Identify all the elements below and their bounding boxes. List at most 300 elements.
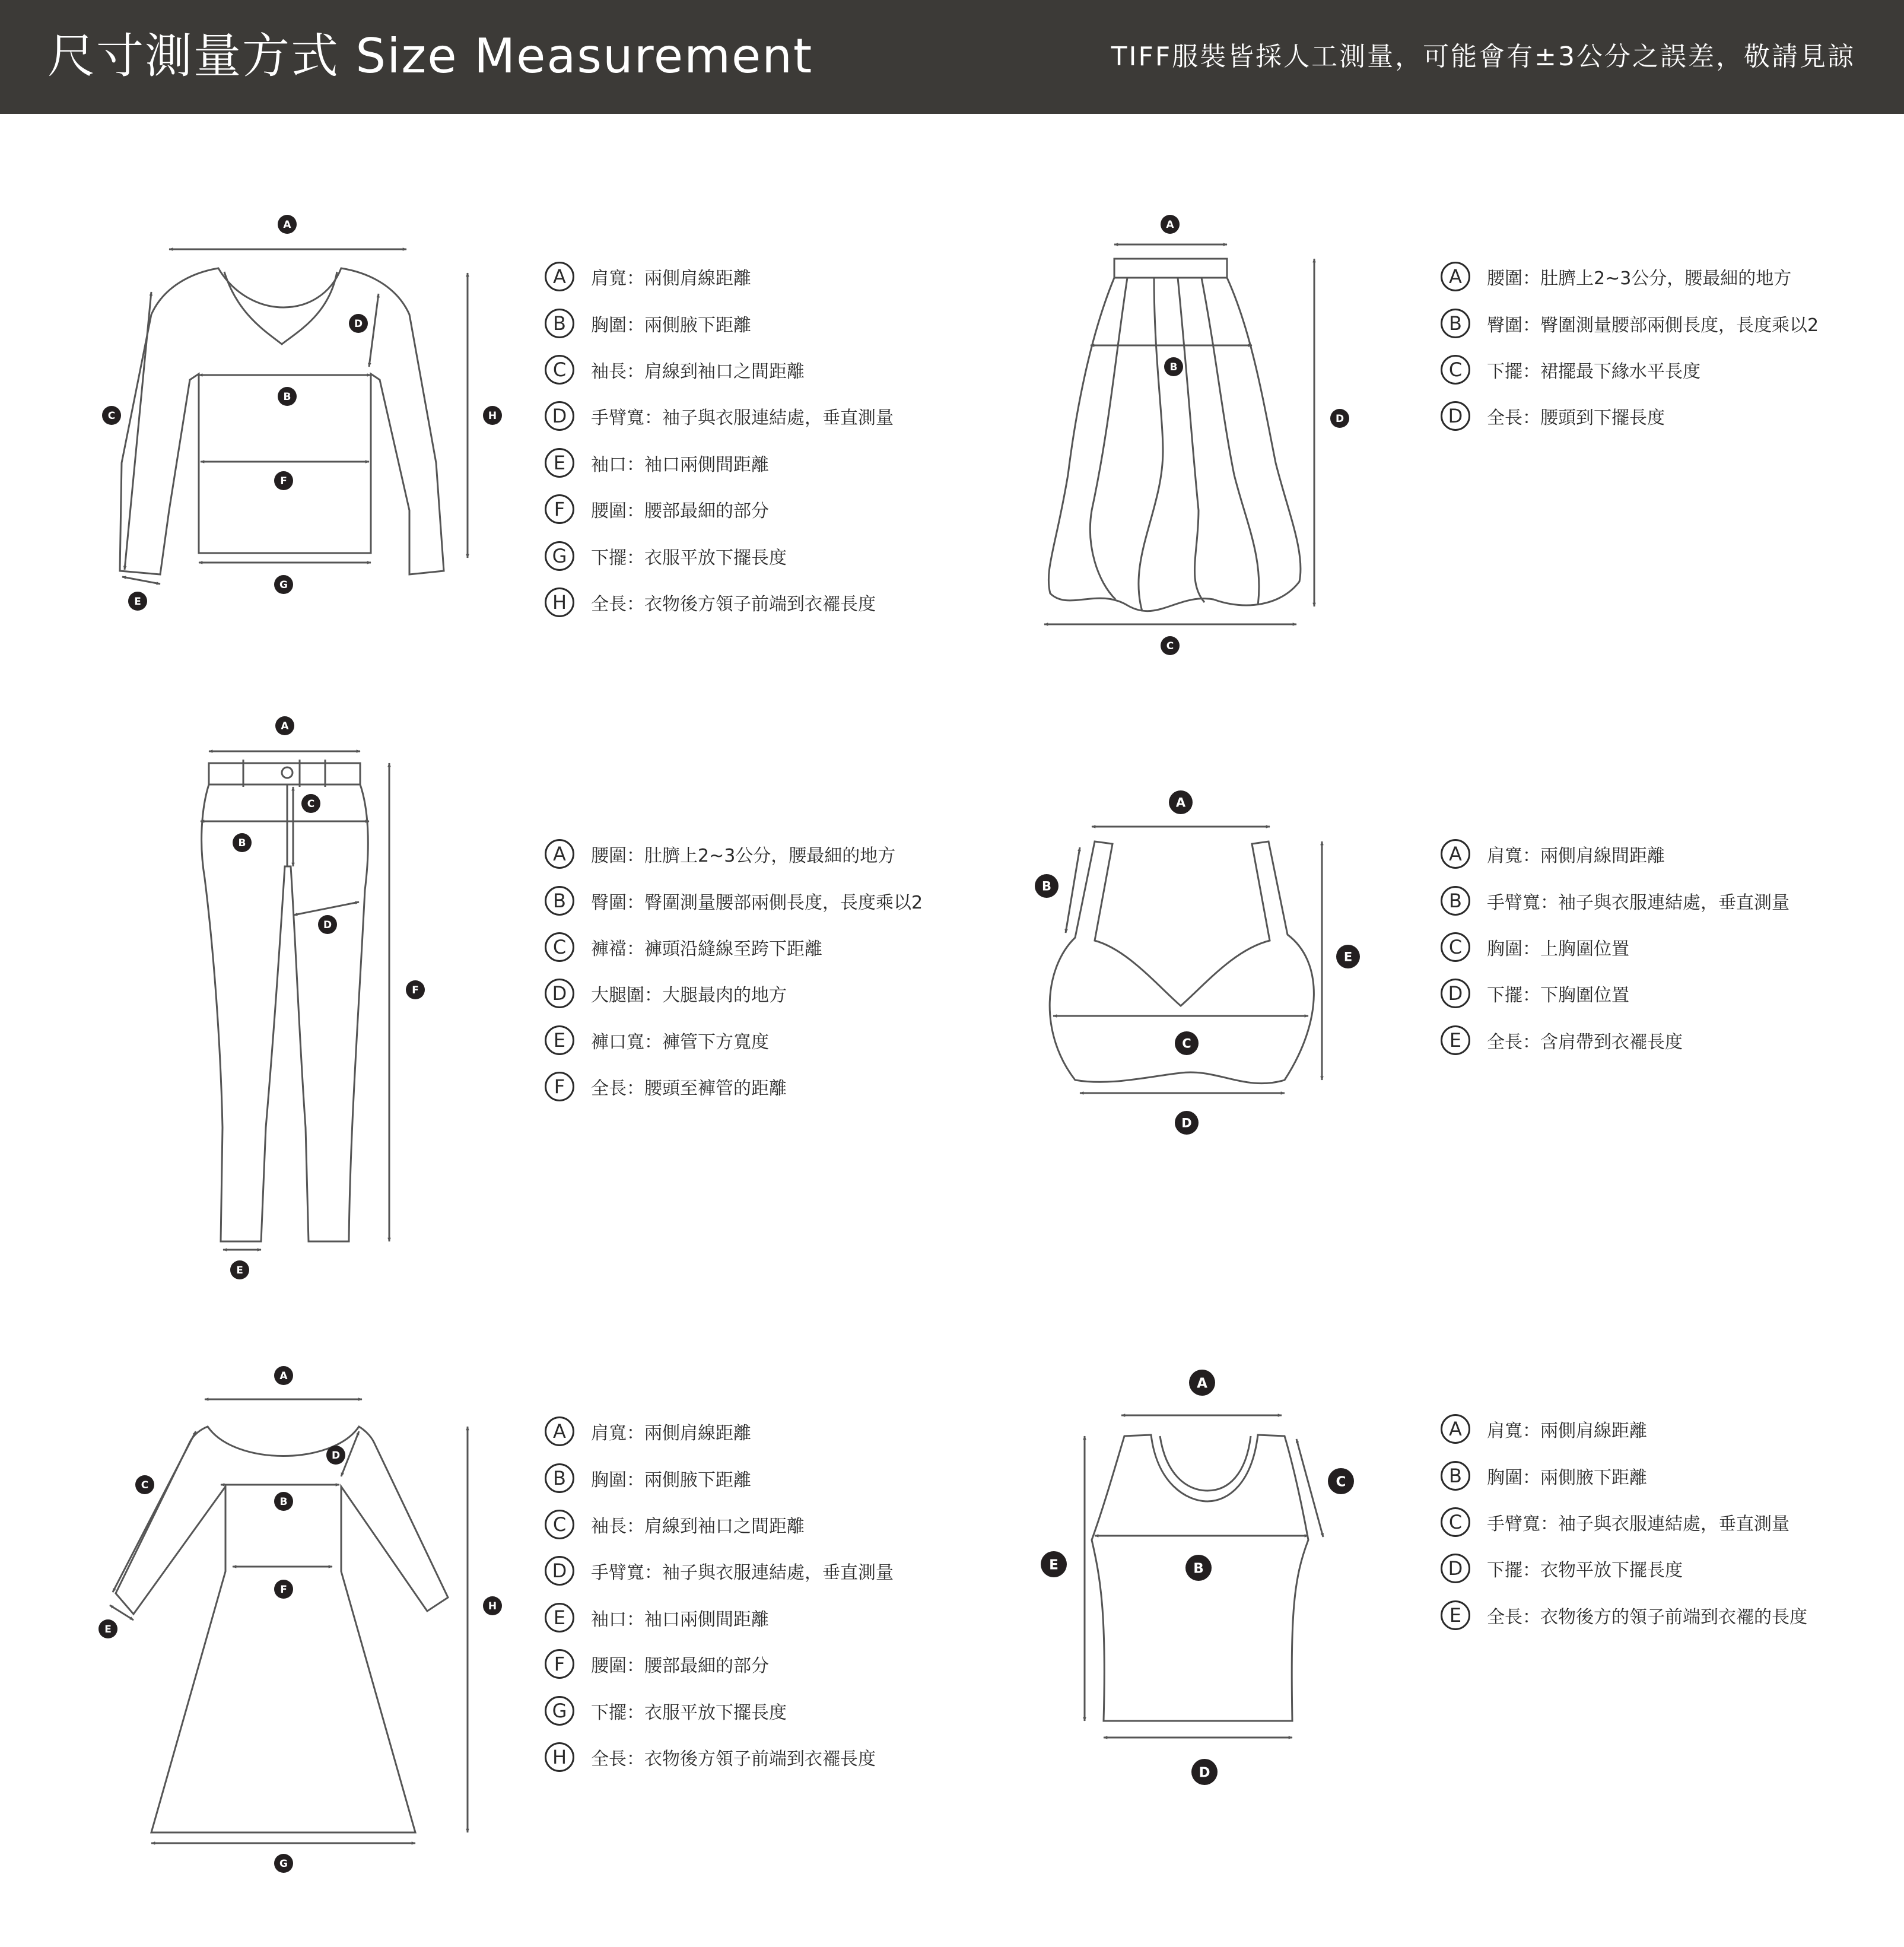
marker-letter: E xyxy=(134,596,141,608)
legend-text xyxy=(1487,403,1665,429)
dress-label-marker xyxy=(274,1854,293,1873)
legend-text xyxy=(591,496,769,522)
marker-letter: D xyxy=(1199,1765,1210,1781)
pants-label-marker xyxy=(318,915,337,934)
legend-item xyxy=(1441,1499,1807,1545)
tank-label-marker xyxy=(1185,1555,1212,1581)
legend-letter-badge: B xyxy=(1441,309,1470,338)
legend-measure-name: 全長 xyxy=(1487,408,1522,429)
dress-outline xyxy=(116,1427,448,1832)
legend-measure-name: 胸圍 xyxy=(1487,938,1522,960)
legend-letter-badge: H xyxy=(545,1742,574,1772)
tank-legend xyxy=(1441,1406,1807,1638)
legend-separator: ： xyxy=(1522,985,1540,1006)
pants-label-marker xyxy=(233,833,252,852)
marker-letter: C xyxy=(1182,1036,1191,1051)
legend-measure-name: 肩寬 xyxy=(591,268,627,290)
legend-item xyxy=(545,1641,894,1687)
marker-letter: C xyxy=(141,1479,149,1492)
legend-text xyxy=(1487,263,1791,290)
legend-measure-name: 下擺 xyxy=(591,547,627,568)
legend-letter-badge: F xyxy=(545,494,574,524)
legend-measure-name: 全長 xyxy=(591,1078,627,1100)
legend-measure-description: 袖子與衣服連結處，垂直測量 xyxy=(1558,892,1789,913)
legend-letter-badge: C xyxy=(545,355,574,385)
legend-letter-badge: D xyxy=(1441,401,1470,431)
legend-letter-badge: E xyxy=(1441,1025,1470,1055)
legend-text xyxy=(591,1465,751,1491)
marker-letter: A xyxy=(281,720,289,733)
legend-text xyxy=(591,589,876,615)
legend-separator: ： xyxy=(627,1516,644,1537)
pants-label-marker xyxy=(230,1260,249,1279)
legend-item xyxy=(1441,300,1819,346)
legend-measure-description: 兩側肩線距離 xyxy=(644,268,751,290)
top-label-marker xyxy=(278,387,297,406)
legend-measure-name: 肩寬 xyxy=(1487,846,1522,867)
legend-text xyxy=(591,543,787,569)
skirt-waistband xyxy=(1114,259,1227,278)
legend-text xyxy=(591,841,895,867)
legend-measure-description: 上胸圍位置 xyxy=(1540,938,1629,960)
legend-text xyxy=(591,980,787,1006)
legend-separator: ： xyxy=(1522,268,1540,290)
legend-letter-badge: D xyxy=(1441,1554,1470,1583)
legend-measure-name: 下擺 xyxy=(1487,985,1522,1006)
legend-letter-badge: D xyxy=(545,401,574,431)
legend-measure-name: 腰圍 xyxy=(1487,268,1522,290)
legend-measure-name: 袖長 xyxy=(591,1516,627,1537)
legend-item xyxy=(545,253,894,300)
legend-measure-description: 袖口兩側間距離 xyxy=(644,1609,769,1630)
marker-letter: D xyxy=(354,318,363,331)
legend-letter-badge: A xyxy=(545,262,574,291)
legend-letter-badge: E xyxy=(545,1603,574,1632)
legend-separator: ： xyxy=(1522,408,1540,429)
marker-letter: D xyxy=(1181,1116,1192,1130)
legend-measure-description: 衣物後方領子前端到衣襬長度 xyxy=(644,593,876,615)
pants-label-marker xyxy=(301,794,320,813)
legend-item xyxy=(545,347,894,393)
legend-text xyxy=(1487,888,1789,914)
legend-measure-description: 臀圍測量腰部兩側長度，長度乘以2 xyxy=(1540,315,1819,336)
legend-measure-name: 全長 xyxy=(591,1748,627,1770)
legend-separator: ： xyxy=(627,268,644,290)
legend-text xyxy=(591,1698,787,1724)
legend-measure-name: 腰圍 xyxy=(591,846,627,867)
legend-separator: ： xyxy=(1522,938,1540,960)
legend-separator: ： xyxy=(627,1423,644,1444)
legend-measure-description: 兩側肩線距離 xyxy=(644,1423,751,1444)
legend-measure-name: 胸圍 xyxy=(591,1469,627,1491)
tank-arrow-c xyxy=(1296,1439,1323,1537)
legend-text xyxy=(591,1418,751,1444)
legend-item xyxy=(545,1687,894,1733)
tank-label-marker xyxy=(1189,1370,1215,1396)
legend-item xyxy=(1441,253,1819,300)
legend-text xyxy=(591,1073,787,1100)
legend-text xyxy=(591,310,751,336)
legend-measure-name: 大腿圍 xyxy=(591,985,644,1006)
legend-text xyxy=(1487,357,1700,383)
top-arrow-d xyxy=(369,294,379,367)
legend-text xyxy=(591,357,805,383)
marker-letter: F xyxy=(280,475,287,488)
legend-letter-badge: F xyxy=(545,1649,574,1679)
legend-item xyxy=(545,1017,923,1063)
legend-letter-badge: G xyxy=(545,541,574,571)
legend-letter-badge: B xyxy=(545,309,574,338)
marker-letter: F xyxy=(412,984,419,997)
legend-letter-badge: C xyxy=(545,932,574,962)
marker-letter: G xyxy=(279,579,288,592)
legend-measure-name: 下擺 xyxy=(1487,361,1522,382)
legend-separator: ： xyxy=(627,892,644,913)
legend-item xyxy=(1441,1592,1807,1638)
legend-letter-badge: E xyxy=(545,448,574,478)
legend-letter-badge: B xyxy=(545,1463,574,1493)
legend-measure-description: 袖口兩側間距離 xyxy=(644,454,769,475)
legend-measure-description: 肚臍上2~3公分，腰最細的地方 xyxy=(644,846,896,867)
legend-text xyxy=(1487,1602,1807,1628)
marker-letter: A xyxy=(279,1370,288,1383)
skirt-label-marker xyxy=(1164,357,1183,376)
legend-measure-name: 肩寬 xyxy=(1487,1421,1522,1442)
legend-measure-description: 兩側腋下距離 xyxy=(1540,1467,1647,1488)
legend-item xyxy=(545,1548,894,1594)
legend-text xyxy=(591,888,923,914)
marker-letter: E xyxy=(104,1624,112,1636)
legend-text xyxy=(591,263,751,290)
legend-text xyxy=(1487,1509,1789,1535)
legend-letter-badge: C xyxy=(1441,932,1470,962)
dress-label-marker xyxy=(483,1596,502,1615)
legend-letter-badge: D xyxy=(545,1556,574,1586)
marker-letter: D xyxy=(323,919,332,932)
marker-letter: C xyxy=(1166,640,1174,653)
legend-measure-description: 含肩帶到衣襬長度 xyxy=(1540,1031,1683,1053)
marker-letter: A xyxy=(283,219,291,231)
legend-measure-name: 腰圍 xyxy=(591,501,627,522)
legend-separator: ： xyxy=(627,501,644,522)
skirt-outline xyxy=(1048,278,1301,611)
marker-letter: B xyxy=(1041,879,1052,894)
marker-letter: B xyxy=(1193,1561,1204,1577)
dress-arrow-e xyxy=(110,1605,133,1620)
legend-letter-badge: B xyxy=(1441,886,1470,916)
legend-text xyxy=(591,1605,769,1631)
legend-separator: ： xyxy=(627,1656,644,1677)
pants-legend xyxy=(545,831,923,1110)
legend-item xyxy=(545,1454,894,1501)
legend-measure-description: 袖子與衣服連結處，垂直測量 xyxy=(662,1562,894,1584)
dress-label-marker xyxy=(135,1475,154,1494)
legend-separator: ： xyxy=(1522,1031,1540,1053)
legend-separator: ： xyxy=(627,1748,644,1770)
legend-measure-description: 衣服平放下擺長度 xyxy=(644,547,787,568)
legend-letter-badge: D xyxy=(545,979,574,1008)
legend-measure-description: 腰部最細的部分 xyxy=(644,501,769,522)
legend-letter-badge: A xyxy=(1441,262,1470,291)
legend-measure-name: 胸圍 xyxy=(1487,1467,1522,1488)
marker-letter: C xyxy=(1336,1474,1346,1490)
legend-separator: ： xyxy=(1522,1560,1540,1581)
legend-measure-description: 肩線到袖口之間距離 xyxy=(644,1516,805,1537)
legend-item xyxy=(1441,1017,1789,1063)
legend-letter-badge: D xyxy=(1441,979,1470,1008)
legend-letter-badge: E xyxy=(1441,1600,1470,1630)
legend-measure-description: 臀圍測量腰部兩側長度，長度乘以2 xyxy=(644,892,923,913)
legend-letter-badge: B xyxy=(1441,1461,1470,1491)
legend-measure-name: 袖口 xyxy=(591,454,627,475)
legend-separator: ： xyxy=(627,1469,644,1491)
marker-letter: E xyxy=(1049,1557,1059,1573)
legend-item xyxy=(545,1734,894,1780)
legend-item xyxy=(545,300,894,346)
legend-measure-description: 褲頭沿縫線至跨下距離 xyxy=(644,938,822,960)
page-title: 尺寸測量方式 Size Measurement xyxy=(47,28,813,84)
camisole-label-marker xyxy=(1175,1111,1199,1135)
legend-measure-name: 下擺 xyxy=(591,1702,627,1723)
legend-measure-name: 臀圍 xyxy=(591,892,627,913)
marker-letter: E xyxy=(1343,949,1353,964)
legend-measure-name: 全長 xyxy=(591,593,627,615)
legend-text xyxy=(591,1511,805,1538)
legend-text xyxy=(1487,934,1629,960)
legend-item xyxy=(1441,1452,1807,1498)
legend-text xyxy=(1487,980,1629,1006)
legend-measure-name: 褲襠 xyxy=(591,938,627,960)
marker-letter: D xyxy=(1335,413,1344,425)
legend-item xyxy=(1441,831,1789,877)
skirt-label-marker xyxy=(1161,215,1180,234)
marker-letter: H xyxy=(488,410,497,423)
legend-separator: ： xyxy=(1522,1467,1540,1488)
top-outline xyxy=(120,268,444,574)
legend-item xyxy=(545,877,923,923)
camisole-label-marker xyxy=(1169,790,1193,814)
legend-text xyxy=(591,1744,876,1770)
legend-measure-name: 手臂寬 xyxy=(1487,1513,1540,1535)
legend-measure-description: 褲管下方寬度 xyxy=(662,1031,769,1053)
legend-measure-description: 腰部最細的部分 xyxy=(644,1656,769,1677)
skirt-diagram xyxy=(1044,244,1314,624)
legend-text xyxy=(1487,1416,1647,1442)
legend-item xyxy=(545,1501,894,1548)
legend-separator: ： xyxy=(627,1609,644,1630)
dress-arrow-c xyxy=(113,1431,196,1592)
legend-measure-description: 腰頭至褲管的距離 xyxy=(644,1078,787,1100)
legend-letter-badge: C xyxy=(1441,1507,1470,1537)
legend-separator: ： xyxy=(644,985,662,1006)
legend-text xyxy=(591,934,822,960)
legend-measure-name: 袖口 xyxy=(591,1609,627,1630)
tank-neck-inner xyxy=(1160,1436,1251,1491)
legend-measure-description: 肩線到袖口之間距離 xyxy=(644,361,805,382)
legend-separator: ： xyxy=(1522,846,1540,867)
top-label-marker xyxy=(349,314,368,333)
legend-measure-description: 兩側腋下距離 xyxy=(644,1469,751,1491)
legend-separator: ： xyxy=(627,315,644,336)
legend-separator: ： xyxy=(644,1031,662,1053)
measurement-note: TIFF服裝皆採人工測量，可能會有±3公分之誤差，敬請見諒 xyxy=(1111,42,1855,72)
skirt-fold-4 xyxy=(1201,278,1259,605)
legend-letter-badge: A xyxy=(545,839,574,869)
legend-item xyxy=(1441,347,1819,393)
legend-item xyxy=(545,1595,894,1641)
legend-item xyxy=(545,1408,894,1454)
legend-item xyxy=(1441,970,1789,1017)
top-label-marker xyxy=(102,406,121,425)
marker-letter: A xyxy=(1197,1376,1207,1392)
skirt-legend xyxy=(1441,253,1819,440)
legend-separator: ： xyxy=(1522,1606,1540,1628)
legend-letter-badge: C xyxy=(1441,355,1470,385)
top-legend xyxy=(545,253,894,625)
legend-separator: ： xyxy=(1540,892,1558,913)
legend-separator: ： xyxy=(1540,1513,1558,1535)
legend-separator: ： xyxy=(644,1562,662,1584)
legend-measure-description: 肚臍上2~3公分，腰最細的地方 xyxy=(1540,268,1792,290)
legend-text xyxy=(1487,1555,1683,1581)
legend-separator: ： xyxy=(1522,361,1540,382)
legend-measure-description: 袖子與衣服連結處，垂直測量 xyxy=(662,408,894,429)
legend-item xyxy=(1441,1406,1807,1452)
legend-item xyxy=(545,924,923,970)
legend-text xyxy=(591,1558,894,1584)
camisole-label-marker xyxy=(1175,1031,1199,1055)
top-label-marker xyxy=(274,575,293,594)
top-label-marker xyxy=(274,471,293,490)
marker-letter: B xyxy=(283,391,291,404)
legend-letter-badge: F xyxy=(545,1072,574,1101)
legend-measure-name: 全長 xyxy=(1487,1031,1522,1053)
legend-measure-name: 腰圍 xyxy=(591,1656,627,1677)
camisole-legend xyxy=(1441,831,1789,1063)
tank-label-marker xyxy=(1328,1468,1354,1494)
marker-letter: G xyxy=(279,1858,288,1870)
legend-measure-name: 全長 xyxy=(1487,1606,1522,1628)
marker-letter: B xyxy=(1169,361,1178,374)
dress-label-marker xyxy=(274,1580,293,1599)
marker-letter: C xyxy=(107,410,116,423)
legend-measure-name: 褲口寬 xyxy=(591,1031,644,1053)
legend-item xyxy=(1441,877,1789,923)
dress-legend xyxy=(545,1408,894,1780)
legend-text xyxy=(1487,841,1665,867)
legend-letter-badge: A xyxy=(1441,839,1470,869)
legend-letter-badge: H xyxy=(545,587,574,617)
marker-letter: H xyxy=(488,1600,497,1613)
pants-arrow-d xyxy=(294,902,359,915)
legend-separator: ： xyxy=(627,361,644,382)
marker-letter: C xyxy=(307,798,315,811)
marker-letter: F xyxy=(280,1584,287,1596)
legend-measure-description: 衣服平放下擺長度 xyxy=(644,1702,787,1723)
legend-measure-description: 大腿最肉的地方 xyxy=(662,985,787,1006)
skirt-label-marker xyxy=(1330,409,1349,428)
top-label-marker xyxy=(278,215,297,234)
legend-item xyxy=(545,486,894,532)
legend-item xyxy=(545,440,894,486)
legend-item xyxy=(1441,924,1789,970)
legend-measure-description: 衣物後方領子前端到衣襬長度 xyxy=(644,1748,876,1770)
legend-measure-description: 兩側腋下距離 xyxy=(644,315,751,336)
legend-measure-description: 衣物後方的領子前端到衣襬的長度 xyxy=(1540,1606,1807,1628)
camisole-label-marker xyxy=(1035,874,1059,898)
dress-label-marker xyxy=(274,1492,293,1511)
legend-letter-badge: C xyxy=(545,1510,574,1539)
legend-item xyxy=(1441,393,1819,439)
dress-label-marker xyxy=(326,1446,345,1465)
legend-separator: ： xyxy=(627,547,644,568)
legend-letter-badge: B xyxy=(545,886,574,916)
legend-item xyxy=(545,532,894,579)
dress-label-marker xyxy=(98,1619,117,1638)
camisole-arrow-b xyxy=(1066,847,1080,933)
tank-label-marker xyxy=(1191,1759,1218,1785)
legend-separator: ： xyxy=(627,1702,644,1723)
legend-separator: ： xyxy=(627,846,644,867)
skirt-fold-3 xyxy=(1178,278,1204,602)
legend-letter-badge: E xyxy=(545,1025,574,1055)
legend-measure-name: 胸圍 xyxy=(591,315,627,336)
pants-outline xyxy=(202,784,368,1241)
legend-measure-name: 下擺 xyxy=(1487,1560,1522,1581)
legend-letter-badge: A xyxy=(545,1416,574,1446)
legend-item xyxy=(1441,1545,1807,1592)
legend-letter-badge: A xyxy=(1441,1414,1470,1444)
skirt-label-marker xyxy=(1161,636,1180,655)
skirt-fold-2 xyxy=(1139,278,1163,611)
legend-text xyxy=(591,1027,769,1053)
legend-item xyxy=(545,831,923,877)
camisole-label-marker xyxy=(1336,945,1360,968)
legend-measure-name: 肩寬 xyxy=(591,1423,627,1444)
pants-label-marker xyxy=(275,716,294,735)
marker-letter: D xyxy=(331,1450,341,1462)
legend-separator: ： xyxy=(627,1078,644,1100)
legend-text xyxy=(1487,1027,1683,1053)
dress-diagram xyxy=(110,1399,468,1843)
top-diagram xyxy=(120,249,468,584)
legend-measure-description: 兩側肩線間距離 xyxy=(1540,846,1665,867)
legend-measure-name: 手臂寬 xyxy=(591,1562,644,1584)
pants-diagram xyxy=(201,751,389,1250)
legend-separator: ： xyxy=(1522,1421,1540,1442)
top-label-marker xyxy=(483,406,502,425)
legend-item xyxy=(545,579,894,625)
marker-letter: A xyxy=(1175,795,1186,810)
legend-measure-name: 手臂寬 xyxy=(591,408,644,429)
legend-text xyxy=(591,403,894,429)
legend-measure-description: 腰頭到下擺長度 xyxy=(1540,408,1665,429)
legend-measure-description: 兩側肩線距離 xyxy=(1540,1421,1647,1442)
legend-item xyxy=(545,393,894,439)
pants-label-marker xyxy=(406,980,425,999)
legend-separator: ： xyxy=(627,593,644,615)
dress-label-marker xyxy=(274,1366,293,1385)
legend-text xyxy=(1487,1463,1647,1489)
pants-waistband xyxy=(209,763,360,784)
marker-letter: A xyxy=(1166,219,1174,231)
legend-text xyxy=(591,1651,769,1677)
legend-measure-description: 袖子與衣服連結處，垂直測量 xyxy=(1558,1513,1789,1535)
top-label-marker xyxy=(128,592,147,611)
legend-item xyxy=(545,970,923,1017)
legend-measure-name: 袖長 xyxy=(591,361,627,382)
legend-item xyxy=(545,1063,923,1110)
